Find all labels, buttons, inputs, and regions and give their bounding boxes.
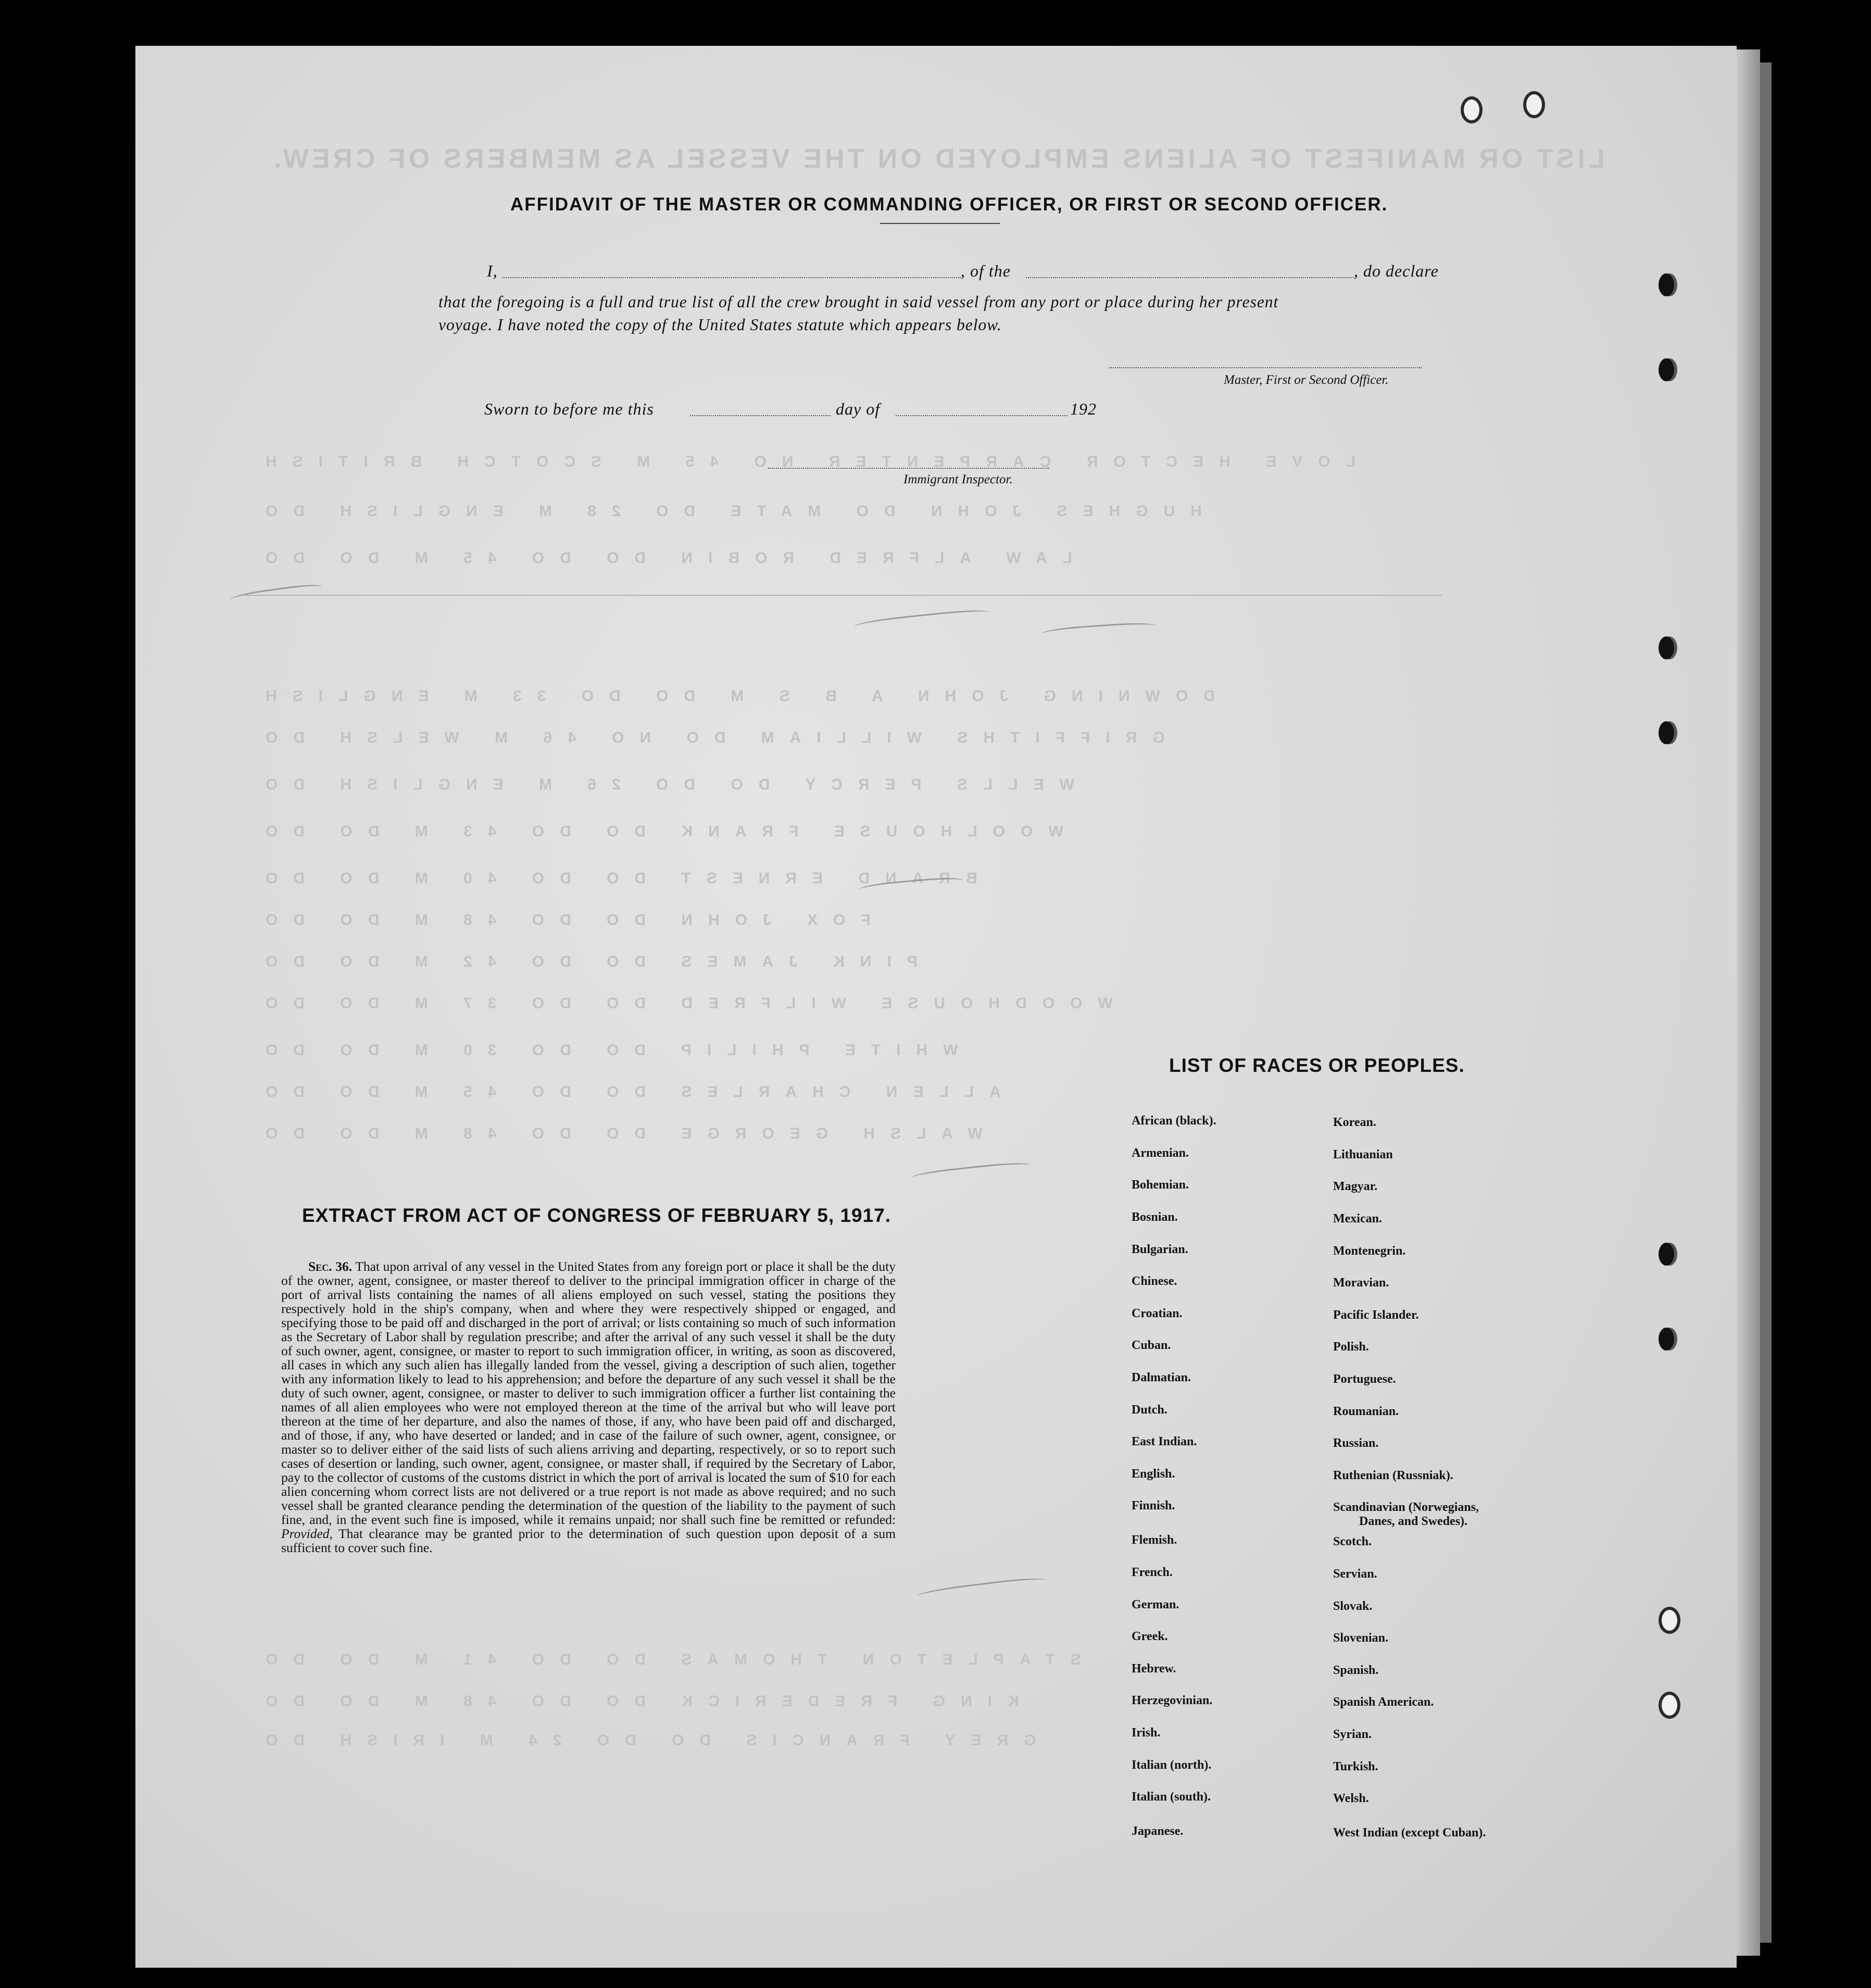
affidavit-line-3: voyage. I have noted the copy of the United States statute which appears below. — [438, 316, 1002, 334]
extract-body — [281, 1259, 896, 1555]
race-item: Pacific Islander. — [1333, 1308, 1419, 1322]
race-item: Hebrew. — [1132, 1662, 1176, 1676]
race-item: Mexican. — [1333, 1212, 1382, 1226]
binder-ring-hole — [1461, 96, 1483, 123]
race-item: Spanish American. — [1333, 1695, 1434, 1709]
vessel-name-field[interactable] — [1026, 277, 1354, 278]
punch-hole — [1659, 1243, 1674, 1266]
inspector-signature-field[interactable] — [768, 468, 1049, 469]
race-item: Lithuanian — [1333, 1148, 1393, 1161]
sworn-month-field[interactable] — [896, 415, 1068, 416]
race-item: Welsh. — [1333, 1792, 1369, 1805]
affidavit-title: AFFIDAVIT OF THE MASTER OR COMMANDING OFFICER, OR FIRST OR SECOND OFFICER. — [510, 194, 1388, 215]
sworn-label: Sworn to before me this — [484, 399, 654, 418]
race-item: Magyar. — [1333, 1180, 1378, 1193]
races-title: LIST OF RACES OR PEOPLES. — [1169, 1055, 1465, 1076]
binder-ring-hole — [1659, 1692, 1680, 1719]
bleed-through-row: FOX JOHN DO DO 48 M DO DO — [250, 911, 871, 929]
race-item: German. — [1132, 1598, 1179, 1611]
bleed-through-row: STAPLETON THOMAS DO DO 41 M DO DO — [250, 1651, 1081, 1668]
race-item: English. — [1132, 1467, 1175, 1481]
master-name-field[interactable] — [503, 277, 961, 278]
bleed-through-row: WHITE PHILIP DO DO 30 M DO DO — [250, 1042, 958, 1059]
race-item: Italian (north). — [1132, 1758, 1212, 1772]
punch-hole — [1659, 636, 1674, 659]
race-item: Bosnian. — [1132, 1210, 1178, 1224]
bleed-through-row: GREY FRANCIS DO DO 24 M IRISH DO — [250, 1732, 1036, 1749]
punch-hole — [1659, 358, 1674, 381]
bleed-through-rule — [245, 595, 1442, 596]
affidavit-of-the-label: , of the — [961, 261, 1011, 280]
race-item: Chinese. — [1132, 1274, 1177, 1288]
punch-hole — [1659, 721, 1674, 744]
bleed-through-row: BRAND ERNEST DO DO 40 M DO DO — [250, 870, 977, 887]
race-item: Slovenian. — [1333, 1631, 1389, 1645]
bleed-through-row: DOWNING JOHN A B S M DO DO 33 M ENGLISH — [250, 687, 1215, 705]
bleed-through-row: PINK JAMES DO DO 42 M DO DO — [250, 953, 918, 970]
bleed-through-row: LAW ALFRED ROBIN DO DO 45 M DO DO — [250, 549, 1072, 567]
race-item: Greek. — [1132, 1630, 1168, 1643]
race-item: Servian. — [1333, 1567, 1377, 1581]
race-item: Turkish. — [1333, 1760, 1378, 1773]
bleed-through-heading: LIST OR MANIFEST OF ALIENS EMPLOYED ON THE VESSEL AS MEMBERS OF CREW. — [271, 144, 1605, 174]
race-item: Dalmatian. — [1132, 1371, 1191, 1384]
bleed-through-row: WALSH GEORGE DO DO 48 M DO DO — [250, 1125, 983, 1142]
race-item: Korean. — [1333, 1116, 1376, 1129]
race-item: Portuguese. — [1333, 1372, 1396, 1386]
race-item: Slovak. — [1333, 1599, 1373, 1613]
race-item: Scandinavian (Norwegians, — [1333, 1501, 1479, 1514]
race-item: Bohemian. — [1132, 1178, 1189, 1192]
affidavit-line-2: that the foregoing is a full and true list of all the crew brought in said vessel from any port or place during her present — [438, 293, 1279, 311]
day-of-label: day of — [836, 399, 881, 418]
race-item: Irish. — [1132, 1726, 1161, 1740]
section-number: Sec. 36. — [308, 1259, 353, 1274]
affidavit-title-rule — [880, 223, 1000, 224]
bleed-through-row: KING FREDERICK DO DO 48 M DO DO — [250, 1693, 1019, 1710]
race-item: Spanish. — [1333, 1664, 1379, 1677]
race-item: Moravian. — [1333, 1276, 1389, 1290]
extract-body-text: That upon arrival of any vessel in the United States from any foreign port or place it shall be the duty of the owner, agent, consignee, or master thereof to deliver to the principal immigration officer in charge of the port of arrival lists containing the names of all aliens employed on such vessel, stating the positions they respectively hold in the ship's company, when and where they were respectively shipped or engaged, and specifying those to be paid off and discharged in the port of arrival; or lists containing so much of such information as the Secretary of Labor shall by regulation prescribe; and after the arrival of any such vessel it shall be the duty of such owner, agent, consignee, or master to report to such immigration officer, in writing, as soon as discovered, all cases in which any such alien has illegally landed from the vessel, giving a description of such alien, together with any information likely to lead to his apprehension; and before the departure of any such vessel it shall be the duty of such owner, agent, consignee, or master to deliver to such immigration officer a further list containing the names of all alien employees who were not employed thereon at the time of the arrival but who will leave port thereon at the time of her departure, and also the names of those, if any, who have been paid off and discharged, and of those, if any, who have deserted or landed; and in case of the failure of such owner, agent, consignee, or master so to deliver either of the said lists of such aliens arriving and departing, respectively, or so to report such cases of desertion or landing, such owner, agent, consignee, or master shall, if required by the Secretary of Labor, pay to the collector of customs of the customs district in which the port of arrival is located the sum of $10 for each alien concerning whom correct lists are not delivered or a true report is not made as above required; and no such vessel shall be granted clearance pending the determination of the question of the liability to the payment of such fine, and, in the event such fine is imposed, while it remains unpaid; nor shall such fine be remitted or refunded: — [281, 1259, 896, 1527]
race-item: Scotch. — [1333, 1535, 1372, 1548]
binder-ring-hole — [1659, 1607, 1680, 1634]
race-item: Armenian. — [1132, 1146, 1189, 1160]
master-signature-label: Master, First or Second Officer. — [1224, 373, 1389, 387]
race-item: Italian (south). — [1132, 1790, 1211, 1804]
bleed-through-row: GRIFFITHS WILLIAM DO NO 46 M WELSH DO — [250, 729, 1165, 746]
race-item: Finnish. — [1132, 1499, 1175, 1512]
bleed-through-row: LOVE HECTOR CARPENTER NO 45 M SCOTCH BRITISH — [250, 453, 1355, 470]
bleed-through-row: WOOLHOUSE FRANK DO DO 43 M DO DO — [250, 823, 1063, 840]
race-item: African (black). — [1132, 1114, 1216, 1128]
page-edge — [1737, 49, 1760, 1956]
master-signature-field[interactable] — [1109, 367, 1422, 368]
race-item: Cuban. — [1132, 1339, 1171, 1352]
race-item: West Indian (except Cuban). — [1333, 1826, 1486, 1840]
race-item: Russian. — [1333, 1436, 1379, 1450]
page-edge-shadow — [1760, 62, 1772, 1943]
race-item: East Indian. — [1132, 1435, 1197, 1448]
race-item: Herzegovinian. — [1132, 1694, 1213, 1707]
inspector-label: Immigrant Inspector. — [903, 472, 1013, 486]
race-item-continuation: Danes, and Swedes). — [1359, 1515, 1468, 1528]
race-item: Bulgarian. — [1132, 1243, 1188, 1256]
extract-title: EXTRACT FROM ACT OF CONGRESS OF FEBRUARY 5, 1917. — [302, 1205, 891, 1226]
affidavit-i-label: I, — [487, 261, 498, 280]
bleed-through-row: ALLEN CHARLES DO DO 45 M DO DO — [250, 1083, 1001, 1101]
binder-ring-hole — [1523, 91, 1545, 118]
year-label: 192 — [1070, 399, 1097, 418]
bleed-through-row: WOODHOUSE WILFRED DO DO 37 M DO DO — [250, 995, 1113, 1012]
race-item: Ruthenian (Russniak). — [1333, 1469, 1453, 1482]
race-item: French. — [1132, 1566, 1173, 1579]
race-item: Montenegrin. — [1333, 1244, 1406, 1258]
bleed-through-row: WELLS PERCY DO DO 26 M ENGLISH DO — [250, 776, 1074, 793]
race-item: Flemish. — [1132, 1533, 1177, 1547]
punch-hole — [1659, 273, 1674, 296]
race-item: Syrian. — [1333, 1728, 1372, 1741]
provided-label: Provided, — [281, 1526, 333, 1541]
affidavit-do-declare-label: , do declare — [1354, 261, 1439, 280]
race-item: Dutch. — [1132, 1403, 1167, 1417]
sworn-day-field[interactable] — [690, 415, 831, 416]
race-item: Polish. — [1333, 1340, 1369, 1354]
race-item: Japanese. — [1132, 1824, 1184, 1838]
bleed-through-row: HUGHES JOHN DO MATE DO 28 M ENGLISH DO — [250, 503, 1202, 520]
race-item: Roumanian. — [1333, 1405, 1399, 1418]
punch-hole — [1659, 1328, 1674, 1351]
extract-body-tail: That clearance may be granted prior to the determination of such question upon deposit of a sum sufficient to cover such fine. — [281, 1526, 896, 1555]
race-item: Croatian. — [1132, 1307, 1183, 1320]
